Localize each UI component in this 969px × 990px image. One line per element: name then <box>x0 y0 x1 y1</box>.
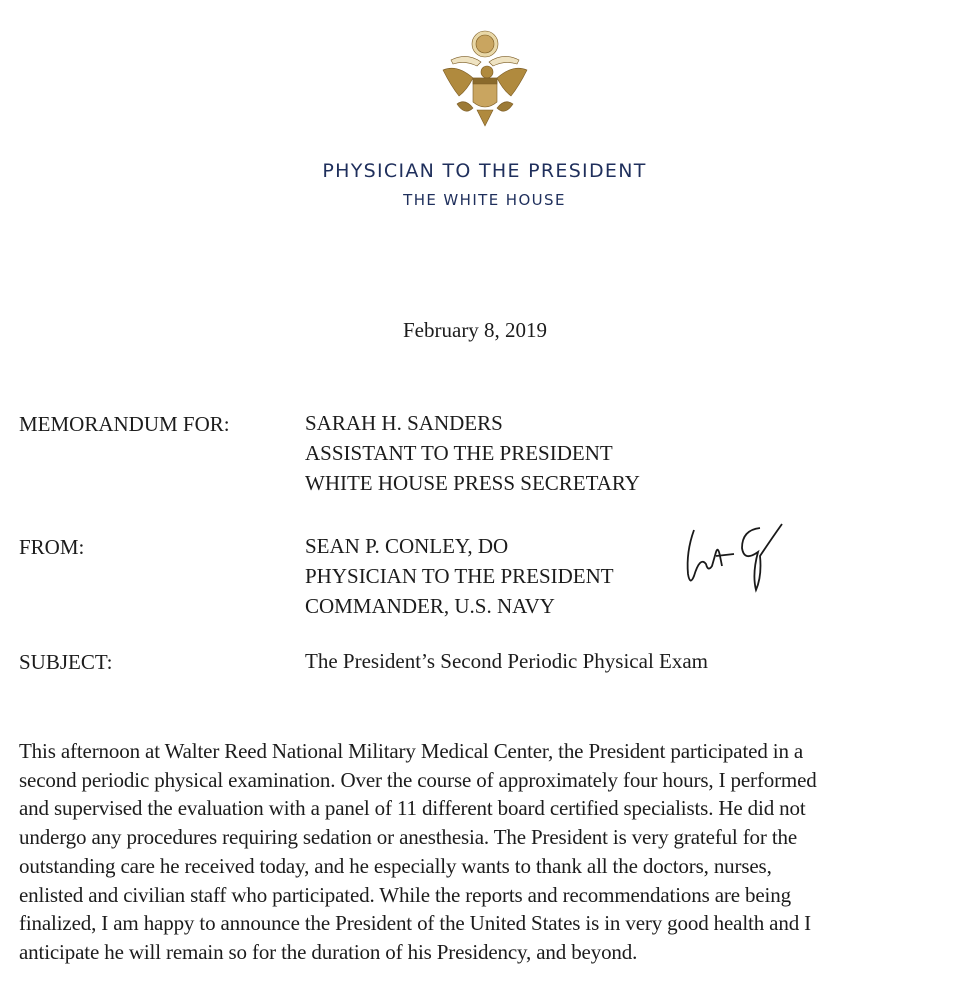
body-line: and supervised the evaluation with a panel of 11 different board certified specialists. He did not <box>19 796 806 821</box>
sender-line: SEAN P. CONLEY, DO <box>305 534 509 558</box>
eagle-seal-icon <box>437 26 533 138</box>
body-line: enlisted and civilian staff who participated. While the reports and recommendations are being <box>19 882 791 907</box>
body-line: anticipate he will remain so for the duration of his Presidency, and beyond. <box>19 939 638 964</box>
body-line: second periodic physical examination. Over the course of approximately four hours, I performed <box>19 767 817 792</box>
memo-body-paragraph <box>19 737 964 967</box>
recipient-line: ASSISTANT TO THE PRESIDENT <box>305 441 613 465</box>
signature-icon <box>676 516 796 596</box>
sender-line: COMMANDER, U.S. NAVY <box>305 594 555 618</box>
from-label: FROM: <box>19 535 85 559</box>
body-line: finalized, I am happy to announce the President of the United States is in very good health and I <box>19 911 811 936</box>
sender-line: PHYSICIAN TO THE PRESIDENT <box>305 564 614 588</box>
memorandum-for-recipient <box>305 408 640 498</box>
letterhead-title: PHYSICIAN TO THE PRESIDENT <box>322 160 647 182</box>
memorandum-for-label: MEMORANDUM FOR: <box>19 412 230 436</box>
subject-text <box>305 646 708 676</box>
letterhead-subtitle: THE WHITE HOUSE <box>403 191 566 209</box>
memo-date: February 8, 2019 <box>403 318 548 342</box>
body-line: undergo any procedures requiring sedation or anesthesia. The President is very grateful for the <box>19 825 798 850</box>
body-line: This afternoon at Walter Reed National Military Medical Center, the President participated in a <box>19 739 804 763</box>
from-sender <box>305 531 614 621</box>
subject-line: The President’s Second Periodic Physical Exam <box>305 649 709 673</box>
body-line: outstanding care he received today, and he especially wants to thank all the doctors, nurses, <box>19 853 772 878</box>
recipient-line: WHITE HOUSE PRESS SECRETARY <box>305 471 640 495</box>
subject-label: SUBJECT: <box>19 650 113 674</box>
recipient-line: SARAH H. SANDERS <box>305 411 503 435</box>
